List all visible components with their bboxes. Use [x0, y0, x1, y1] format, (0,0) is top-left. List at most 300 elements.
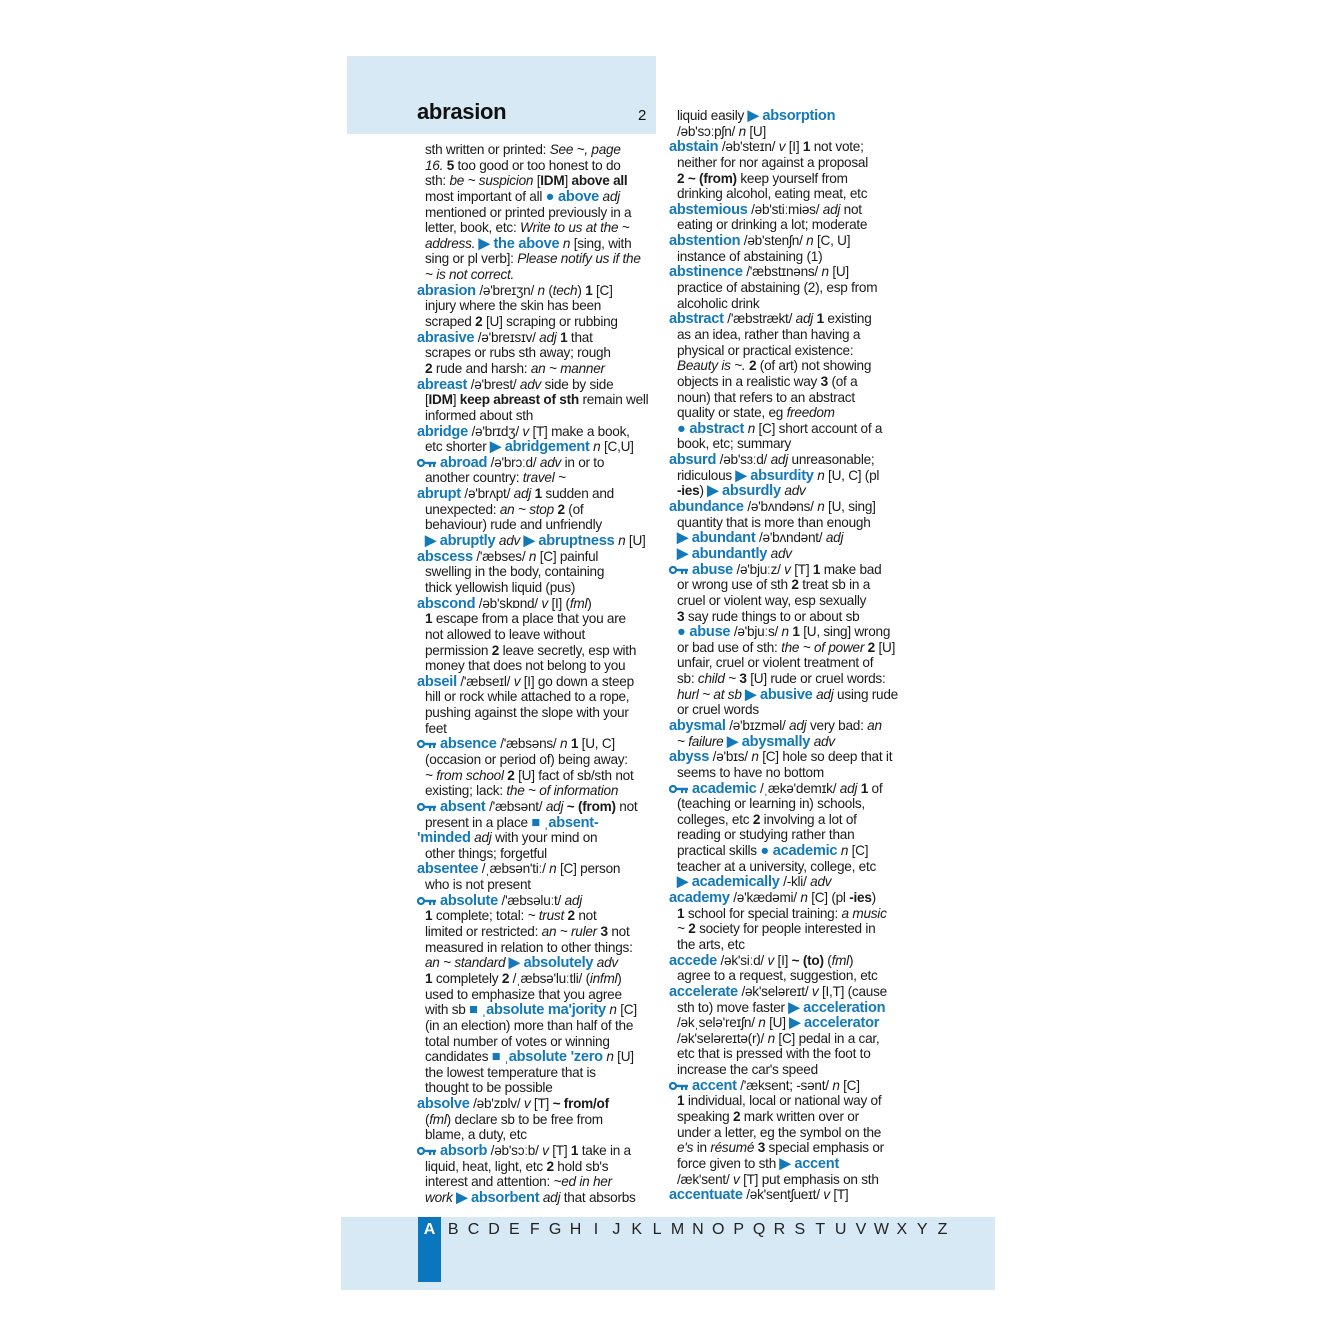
italic-text: fml: [569, 595, 588, 611]
entry-text: remain well: [578, 392, 649, 408]
entry-text: hold sb's: [553, 1158, 609, 1174]
dictionary-entry-start: [417, 596, 662, 612]
headword: accede: [669, 952, 717, 969]
italic-text: Please notify us if the: [517, 251, 641, 267]
entry-text: /'æbsəns/: [496, 736, 560, 752]
dictionary-line: [669, 1156, 914, 1172]
entry-text: [I,T] (cause: [818, 983, 887, 999]
dictionary-line: [669, 327, 914, 343]
headword: ▶ abundantly: [677, 545, 768, 562]
headword: abundance: [669, 499, 744, 516]
entry-text: /ə'bjuːs/: [730, 624, 782, 640]
letter-tab-k[interactable]: K: [631, 1221, 643, 1238]
italic-text: address.: [425, 235, 476, 251]
dictionary-line: [669, 609, 914, 625]
italic-text: adj: [825, 530, 844, 546]
dictionary-line: [669, 734, 914, 750]
dictionary-line: [669, 687, 914, 703]
letter-tab-n[interactable]: N: [692, 1221, 704, 1238]
dictionary-line: [669, 1140, 914, 1156]
dictionary-line: [417, 689, 662, 705]
entry-text: scraped: [425, 314, 476, 330]
entry-text: (of a: [827, 373, 858, 389]
dictionary-line: [417, 1127, 662, 1143]
headword: ▶ acceleration: [788, 999, 886, 1016]
dictionary-line: [669, 640, 914, 656]
dictionary-entry-start: [669, 139, 914, 155]
entry-text: [I]: [774, 952, 792, 968]
letter-tab-h[interactable]: H: [569, 1221, 582, 1238]
headword: ▶ accent: [779, 1155, 840, 1172]
dictionary-entry-start: [417, 893, 662, 909]
entry-text: /əb'skɒnd/: [475, 595, 542, 611]
dictionary-line: [417, 611, 662, 627]
headword: ▶ the above: [478, 235, 560, 252]
entry-text: measured in relation to other things:: [425, 939, 633, 955]
entry-text: mentioned or printed previously in a: [425, 204, 632, 220]
letter-tab-c[interactable]: C: [467, 1221, 480, 1238]
dictionary-line: [417, 877, 662, 893]
dictionary-entry-start: [669, 749, 914, 765]
dictionary-line: [669, 530, 914, 546]
dictionary-line: [417, 392, 662, 408]
dictionary-line: [417, 815, 662, 831]
dictionary-line: [417, 1018, 662, 1034]
letter-tab-p[interactable]: P: [733, 1221, 744, 1238]
entry-text: /ə'breɪʒn/: [475, 282, 538, 298]
entry-text: pushing against the slope with your: [425, 705, 629, 721]
dictionary-entry-start: [417, 283, 662, 299]
entry-text: /əb'sɔːpʃn/: [677, 123, 739, 139]
entry-text: [U] rude or cruel words:: [746, 671, 886, 687]
italic-text: ~ed in her: [553, 1174, 612, 1190]
entry-text: liquid easily: [677, 108, 748, 123]
headword: ▶ abundant: [677, 530, 756, 547]
headword: ▶ abysmally: [727, 733, 811, 750]
entry-text: /ə'brɔːd/: [487, 454, 540, 470]
italic-text: an ~ stop: [499, 501, 554, 517]
dictionary-line: [669, 1031, 914, 1047]
dictionary-line: [417, 846, 662, 862]
dictionary-line: [417, 298, 662, 314]
dictionary-line: [669, 436, 914, 452]
dictionary-line: [417, 658, 662, 674]
italic-text: adv: [810, 874, 832, 890]
bold-text: -ies: [677, 483, 700, 499]
key-icon: [417, 894, 437, 904]
dictionary-line: [669, 296, 914, 312]
entry-text: not: [615, 798, 638, 814]
entry-text: ): [577, 282, 586, 298]
letter-tab-i[interactable]: I: [593, 1221, 599, 1238]
dictionary-line: [417, 502, 662, 518]
entry-text: in or to: [561, 454, 605, 470]
entry-text: special emphasis or: [765, 1140, 884, 1156]
entry-text: /ə'bɪzməl/: [725, 717, 790, 733]
entry-text: /ək'seləreɪt/: [737, 983, 812, 999]
entry-text: [U] fact of sb/sth not: [514, 767, 634, 783]
entry-text: [U]: [613, 1049, 634, 1065]
entry-text: keep yourself from: [736, 170, 848, 186]
entry-text: [T]: [790, 561, 813, 577]
entry-text: [C] hole so deep that it: [758, 749, 893, 765]
entry-text: sb:: [677, 671, 698, 687]
headword: 'minded: [417, 830, 471, 847]
entry-text: [T]: [548, 1143, 571, 1158]
dictionary-line: [417, 1002, 662, 1018]
headword: abridge: [417, 423, 468, 440]
letter-tab-z[interactable]: Z: [937, 1221, 948, 1238]
headword: abrupt: [417, 486, 461, 503]
bold-text: 5: [446, 157, 454, 173]
bold-text: 2: [748, 358, 757, 374]
dictionary-entry-start: [669, 953, 914, 969]
entry-text: rude and harsh:: [432, 360, 531, 376]
entry-text: ): [617, 970, 622, 986]
italic-text: adj: [789, 717, 807, 733]
dictionary-line: [669, 765, 914, 781]
letter-tab-d[interactable]: D: [488, 1221, 500, 1238]
dictionary-line: [669, 624, 914, 640]
dictionary-entry-start: [669, 311, 914, 327]
bold-text: 1: [560, 329, 568, 345]
letter-tab-u[interactable]: U: [834, 1221, 847, 1238]
bold-text: 2: [867, 639, 875, 655]
headword: abstain: [669, 139, 719, 156]
entry-text: /əb'stenʃn/: [740, 233, 807, 249]
key-icon: [669, 782, 689, 792]
italic-text: n: [800, 890, 808, 906]
bold-text: keep abreast of sth: [459, 392, 579, 408]
entry-text: take in a: [578, 1143, 631, 1158]
entry-text: [: [536, 173, 541, 189]
entry-text: /ə'bjuːz/: [732, 561, 785, 577]
dictionary-entry-start: [669, 781, 914, 797]
dictionary-line: [417, 580, 662, 596]
dictionary-line: [669, 468, 914, 484]
dictionary-line: [417, 267, 662, 283]
headword: ■ ˌabsent-: [531, 814, 599, 831]
bold-text: 3: [820, 373, 828, 389]
guide-word: abrasion: [417, 99, 507, 124]
entry-text: /ˌæbsən'tiː/: [478, 861, 550, 877]
dictionary-line: [669, 374, 914, 390]
dictionary-line: [669, 421, 914, 437]
letter-tab-a[interactable]: A: [423, 1221, 436, 1238]
bold-text: 2: [491, 642, 500, 658]
dictionary-line: [417, 142, 662, 158]
dictionary-line: [669, 921, 914, 937]
headword: abstention: [669, 233, 741, 250]
letter-tab-t[interactable]: T: [815, 1221, 826, 1238]
entry-text: [C]: [592, 282, 613, 298]
entry-text: /ə'bʌndənt/: [755, 530, 826, 546]
dictionary-line: [669, 1093, 914, 1109]
dictionary-line: [417, 236, 662, 252]
entry-text: agree to a request, suggestion, etc: [677, 968, 878, 984]
headword: abseil: [417, 673, 457, 690]
entry-text: other things; forgetful: [425, 845, 547, 861]
bold-text: 2: [425, 360, 433, 376]
letter-tab-w[interactable]: W: [873, 1221, 889, 1238]
dictionary-line: [669, 358, 914, 374]
headword: ▶ absorption: [747, 108, 836, 124]
entry-text: [U, sing]: [824, 499, 876, 515]
italic-text: an: [867, 717, 882, 733]
entry-text: ]: [564, 173, 572, 189]
italic-text: n: [738, 123, 746, 139]
dictionary-line: [669, 343, 914, 359]
dictionary-entry-start: [669, 1187, 914, 1203]
entry-text: [U, C] (pl: [824, 467, 880, 483]
entry-text: alcoholic drink: [677, 295, 760, 311]
letter-tab-q[interactable]: Q: [752, 1221, 766, 1238]
headword: abysmal: [669, 717, 726, 734]
dictionary-line: [417, 643, 662, 659]
entry-text: [U]: [745, 123, 767, 139]
entry-text: (of art) not showing: [756, 358, 872, 374]
italic-text: n: [560, 736, 568, 752]
entry-text: [I]: [785, 139, 803, 155]
dictionary-line: [669, 515, 914, 531]
entry-text: scrapes or rubs sth away; rough: [425, 345, 611, 361]
bold-text: 1: [534, 486, 542, 502]
entry-text: /ˌækə'demɪk/: [756, 780, 840, 796]
entry-text: practical skills: [677, 843, 761, 859]
italic-text: n: [840, 843, 849, 859]
key-icon: [417, 1144, 437, 1154]
dictionary-entry-start: [669, 499, 914, 515]
italic-text: hurl ~ at sb: [677, 686, 742, 702]
letter-tab-e[interactable]: E: [509, 1221, 520, 1238]
dictionary-line: [669, 1109, 914, 1125]
entry-text: [T] make a book,: [528, 423, 630, 439]
dictionary-line: [417, 173, 662, 189]
italic-text: adj: [816, 686, 834, 702]
dictionary-line: [669, 577, 914, 593]
entry-text: cruel or violent way, esp sexually: [677, 592, 867, 608]
entry-text: [T] put emphasis on sth: [739, 1171, 879, 1187]
headword: ▶ absorbent: [456, 1189, 540, 1206]
dictionary-line: [669, 859, 914, 875]
dictionary-entry-start: [669, 233, 914, 249]
entry-text: /əb'stiːmiəs/: [747, 201, 823, 217]
letter-tab-r[interactable]: R: [773, 1221, 786, 1238]
letter-tab-f[interactable]: F: [529, 1221, 540, 1238]
italic-text: résumé: [710, 1140, 755, 1156]
italic-text: Beauty is ~.: [677, 358, 746, 374]
dictionary-line: [669, 671, 914, 687]
entry-text: [C]: [616, 1002, 637, 1018]
entry-text: or bad use of sth:: [677, 639, 782, 655]
entry-text: reading or studying rather than: [677, 827, 855, 843]
entry-text: [U, sing] wrong: [799, 624, 891, 640]
dictionary-line: [417, 345, 662, 361]
italic-text: ~ is not correct.: [425, 267, 515, 283]
dictionary-entry-start: [417, 549, 662, 565]
bold-text: IDM: [428, 392, 453, 408]
entry-text: [U]: [874, 639, 896, 655]
letter-tab-g[interactable]: G: [548, 1221, 562, 1238]
bold-text: 2: [546, 1158, 554, 1174]
dictionary-line: [417, 533, 662, 549]
dictionary-entry-start: [417, 377, 662, 393]
italic-text: v: [778, 139, 786, 155]
headword: absurd: [669, 452, 717, 469]
entry-text: /'æbsənt/: [485, 798, 546, 814]
letter-tab-b[interactable]: B: [447, 1221, 459, 1238]
headword: absentee: [417, 861, 479, 878]
bold-text: 1: [816, 311, 824, 327]
dictionary-entry-start: [669, 718, 914, 734]
italic-text: v: [541, 595, 548, 611]
entry-text: most important of all: [425, 188, 546, 204]
entry-text: informed about sth: [425, 407, 534, 423]
italic-text: adj: [822, 201, 841, 217]
letter-tab-m[interactable]: M: [670, 1221, 685, 1238]
entry-text: ): [871, 890, 876, 906]
dictionary-entry-start: [669, 1078, 914, 1094]
entry-text: (: [823, 952, 832, 968]
key-icon: [669, 563, 689, 573]
letter-tab-j[interactable]: J: [612, 1221, 621, 1238]
entry-text: school for special training:: [684, 905, 842, 921]
entry-text: escape from a place that you are: [432, 611, 626, 627]
letter-tab-v[interactable]: V: [855, 1221, 867, 1238]
entry-text: letter, book, etc:: [425, 220, 520, 236]
entry-text: of: [868, 780, 883, 796]
italic-text: n: [806, 233, 814, 249]
entry-text: practice of abstaining (2), esp from: [677, 280, 878, 296]
entry-text: [U, C]: [578, 736, 615, 752]
dictionary-line: [669, 186, 914, 202]
entry-text: who is not present: [425, 877, 531, 893]
bold-text: 1: [812, 561, 821, 577]
italic-text: v: [811, 983, 819, 999]
italic-text: ~ failure: [677, 733, 724, 749]
entry-text: ) declare sb to be free from: [446, 1111, 603, 1127]
dictionary-entry-start: [417, 486, 662, 502]
entry-text: sudden and: [541, 486, 614, 502]
italic-text: adj: [474, 830, 492, 846]
dictionary-line: [417, 314, 662, 330]
italic-text: adj: [542, 1189, 561, 1205]
entry-text: not allowed to leave without: [425, 626, 586, 642]
entry-text: money that does not belong to you: [425, 658, 626, 674]
dictionary-line: [417, 768, 662, 784]
bold-text: ~ (from): [566, 798, 616, 814]
key-icon: [417, 737, 437, 747]
italic-text: v: [522, 423, 529, 439]
dictionary-line: [417, 408, 662, 424]
dictionary-line: [417, 439, 662, 455]
dictionary-line: [417, 189, 662, 205]
letter-tab-o[interactable]: O: [712, 1221, 725, 1238]
headword: ● above: [545, 188, 599, 205]
dictionary-line: [669, 1062, 914, 1078]
letter-tab-y[interactable]: Y: [916, 1221, 928, 1238]
headword: ▶ abruptly: [425, 533, 496, 550]
italic-text: fml: [429, 1111, 447, 1127]
italic-text: fml: [831, 952, 849, 968]
italic-text: ~: [677, 921, 685, 937]
headword: abyss: [669, 749, 710, 766]
headword: ▶ accelerator: [789, 1015, 880, 1032]
entry-text: /ə'brʌpt/: [460, 486, 514, 502]
headword: academy: [669, 890, 730, 907]
entry-text: (in an election) more than half of the: [425, 1017, 634, 1033]
entry-text: [C] short account of a: [755, 420, 883, 436]
dictionary-entry-start: [417, 424, 662, 440]
entry-text: treat sb in a: [798, 577, 871, 593]
bold-text: 2: [732, 1109, 741, 1124]
entry-text: that absorbs: [560, 1189, 636, 1205]
dictionary-entry-start: [417, 1096, 662, 1112]
italic-text: an ~ manner: [530, 360, 605, 376]
italic-text: n: [618, 533, 626, 549]
entry-text: with your mind on: [491, 830, 598, 846]
entry-text: in: [693, 1140, 711, 1156]
dictionary-line: [417, 1034, 662, 1050]
bold-text: 1: [425, 970, 433, 986]
entry-text: blame, a duty, etc: [425, 1127, 527, 1143]
dictionary-line: [417, 924, 662, 940]
entry-text: make bad: [820, 561, 882, 577]
entry-text: [C, U]: [813, 233, 851, 249]
entry-text: permission: [425, 642, 492, 658]
entry-text: injury where the skin has been: [425, 298, 602, 314]
letter-tab-l[interactable]: L: [652, 1221, 662, 1238]
entry-text: sth to) move faster: [677, 999, 789, 1015]
italic-text: v: [733, 1171, 740, 1187]
dictionary-line: [669, 405, 914, 421]
entry-text: existing: [823, 311, 872, 327]
entry-text: /ə'brɪdʒ/: [467, 423, 523, 439]
dictionary-line: [417, 251, 662, 267]
dictionary-line: [669, 937, 914, 953]
entry-text: /'æbstrækt/: [723, 311, 796, 327]
entry-text: total number of votes or winning: [425, 1033, 610, 1049]
entry-text: [T]: [530, 1096, 553, 1112]
dictionary-line: [669, 874, 914, 890]
entry-text: /əb'steɪn/: [718, 139, 779, 155]
bold-text: 1: [792, 624, 800, 640]
entry-text: [C,U]: [600, 439, 634, 455]
headword: ■ ˌabsolute ma'jority: [469, 1002, 606, 1019]
entry-text: sth:: [425, 173, 450, 189]
entry-text: /-kli/: [779, 874, 811, 890]
letter-tab-x[interactable]: X: [896, 1221, 908, 1238]
bold-text: 2 ~ (from): [677, 170, 737, 186]
entry-text: /'æbses/: [472, 548, 529, 564]
bold-text: 2: [752, 811, 761, 827]
italic-text: be ~ suspicion: [449, 173, 537, 189]
entry-text: used to emphasize that you agree: [425, 986, 622, 1002]
italic-text: adv: [770, 545, 792, 561]
bold-text: 1: [860, 780, 869, 796]
headword: ▶ abusive: [745, 686, 813, 703]
dictionary-line: [417, 564, 662, 580]
italic-text: v: [523, 1096, 531, 1112]
dictionary-line: [417, 470, 662, 486]
headword: abscess: [417, 548, 473, 565]
dictionary-line: [417, 1174, 662, 1190]
headword: accentuate: [669, 1187, 743, 1204]
italic-text: n: [747, 420, 755, 436]
italic-text: n: [562, 235, 571, 251]
letter-tab-s[interactable]: S: [794, 1221, 806, 1238]
entry-text: speaking: [677, 1109, 733, 1124]
